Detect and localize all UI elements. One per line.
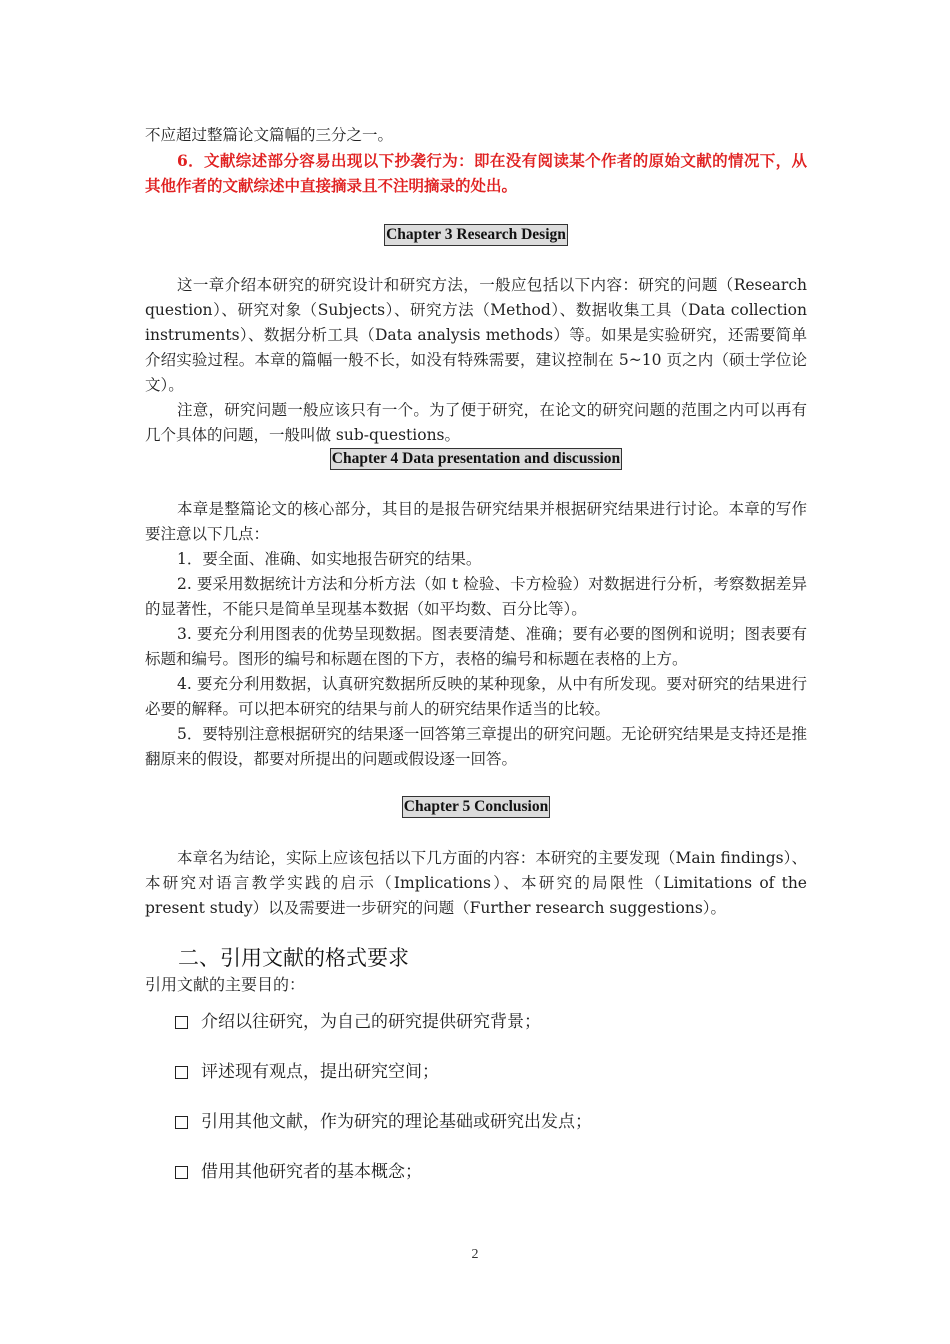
- list-item: [175, 1160, 592, 1210]
- checkbox-icon: [175, 1166, 188, 1179]
- checkbox-icon: [175, 1066, 188, 1079]
- chapter3-paragraph: 这一章介绍本研究的研究设计和研究方法，一般应包括以下内容：研究的问题（Research question）、研究对象（Subjects）、研究方法（Method）、数据收集工具（Data collection instruments）、数据分析工具（Data analysis methods）等。如果是实验研究，还需要简单介绍实验过程。本章的篇幅一般不长，如没有特殊需要，建议控制在 5~10 页之内（硕士学位论文）。: [145, 276, 807, 394]
- list-item-text: 介绍以往研究，为自己的研究提供研究背景；: [201, 1012, 541, 1032]
- chapter3-heading-block: [145, 224, 807, 249]
- list-item-text: 引用其他文献，作为研究的理论基础或研究出发点；: [201, 1112, 592, 1132]
- list-item: [175, 1060, 592, 1110]
- list-item-text: 借用其他研究者的基本概念；: [201, 1162, 422, 1182]
- chapter5-title: Chapter 5 Conclusion: [402, 796, 550, 818]
- list-item: [175, 1110, 592, 1160]
- chapter3-title: Chapter 3 Research Design: [384, 224, 568, 246]
- chapter4-paragraph: 4. 要充分利用数据，认真研究数据所反映的某种现象，从中有所发现。要对研究的结果进行必要的解释。可以把本研究的结果与前人的研究结果作适当的比较。: [145, 675, 807, 718]
- intro-tail-text: 不应超过整篇论文篇幅的三分之一。: [145, 126, 394, 144]
- chapter4-paragraph: 1．要全面、准确、如实地报告研究的结果。: [177, 550, 482, 568]
- chapter4-title: Chapter 4 Data presentation and discussion: [330, 448, 622, 470]
- chapter5-heading-block: [145, 796, 807, 821]
- citation-purpose-list: [175, 1010, 592, 1210]
- chapter4-heading-block: [145, 448, 807, 473]
- checkbox-icon: [175, 1116, 188, 1129]
- section2-heading: 二、引用文献的格式要求: [178, 946, 409, 970]
- chapter4-paragraph: 5．要特别注意根据研究的结果逐一回答第三章提出的研究问题。无论研究结果是支持还是推翻原来的假设，都要对所提出的问题或假设逐一回答。: [145, 725, 807, 768]
- chapter4-paragraph: 3. 要充分利用图表的优势呈现数据。图表要清楚、准确；要有必要的图例和说明；图表要有标题和编号。图形的编号和标题在图的下方，表格的编号和标题在表格的上方。: [145, 625, 807, 668]
- list-item-text: 评述现有观点，提出研究空间；: [201, 1062, 439, 1082]
- citation-purpose-label: 引用文献的主要目的：: [145, 975, 306, 994]
- checkbox-icon: [175, 1016, 188, 1029]
- chapter3-body: [145, 273, 807, 448]
- chapter4-body: [145, 497, 807, 772]
- chapter4-paragraph: 2. 要采用数据统计方法和分析方法（如 t 检验、卡方检验）对数据进行分析，考察数据差异的显著性，不能只是简单呈现基本数据（如平均数、百分比等）。: [145, 575, 807, 618]
- intro-block: [145, 123, 807, 198]
- plagiarism-warning: 6．文献综述部分容易出现以下抄袭行为：即在没有阅读某个作者的原始文献的情况下，从其他作者的文献综述中直接摘录且不注明摘录的处出。: [145, 151, 807, 195]
- chapter4-paragraph: 本章是整篇论文的核心部分，其目的是报告研究结果并根据研究结果进行讨论。本章的写作要注意以下几点：: [145, 500, 807, 543]
- chapter3-paragraph: 注意，研究问题一般应该只有一个。为了便于研究，在论文的研究问题的范围之内可以再有几个具体的问题，一般叫做 sub-questions。: [145, 401, 807, 444]
- chapter5-paragraph: 本章名为结论，实际上应该包括以下几方面的内容：本研究的主要发现（Main findings）、本研究对语言教学实践的启示（Implications）、本研究的局限性（Limitations of the present study）以及需要进一步研究的问题（Further research suggestions）。: [145, 849, 807, 917]
- page-number: 2: [471, 1247, 479, 1262]
- chapter5-body: [145, 846, 807, 921]
- list-item: [175, 1010, 592, 1060]
